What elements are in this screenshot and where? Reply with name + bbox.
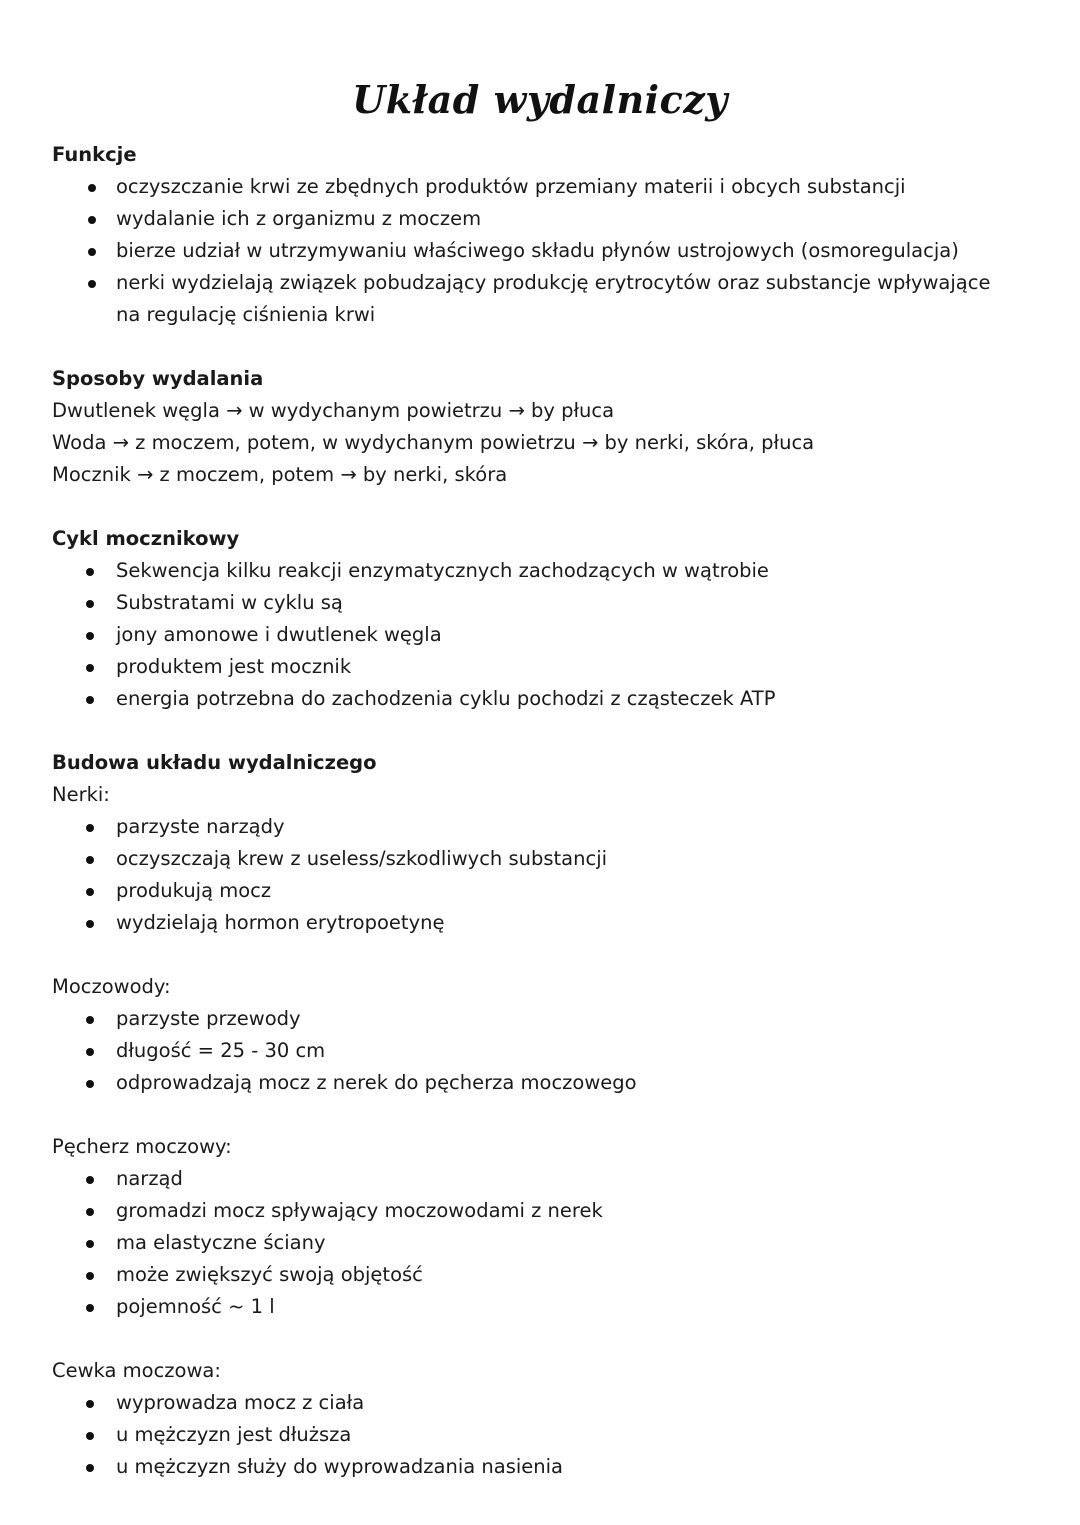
subsection-label-pecherz: Pęcherz moczowy: <box>52 1135 232 1158</box>
document-content <box>52 139 1052 1483</box>
section-heading-sposoby: Sposoby wydalania <box>52 367 264 390</box>
bullet-icon <box>88 248 96 256</box>
list-item: wyprowadza mocz z ciała <box>52 1387 1052 1419</box>
bullet-icon <box>86 1016 94 1024</box>
pecherz-list <box>52 1163 1052 1323</box>
bullet-icon <box>88 280 96 288</box>
list-item: wydalanie ich z organizmu z moczem <box>52 203 1052 235</box>
excretion-line-co2: Dwutlenek węgla → w wydychanym powietrzu → by płuca <box>52 399 615 422</box>
list-item: oczyszczanie krwi ze zbędnych produktów przemiany materii i obcych substancji <box>52 171 1052 203</box>
list-item: produkują mocz <box>52 875 1052 907</box>
bullet-icon <box>86 1272 94 1280</box>
bullet-icon <box>86 824 94 832</box>
bullet-icon <box>86 1432 94 1440</box>
list-item: oczyszczają krew z useless/szkodliwych substancji <box>52 843 1052 875</box>
excretion-line-urea: Mocznik → z moczem, potem → by nerki, skóra <box>52 463 508 486</box>
subsection-label-moczowody: Moczowody: <box>52 975 171 998</box>
list-item: może zwiększyć swoją objętość <box>52 1259 1052 1291</box>
list-item: bierze udział w utrzymywaniu właściwego składu płynów ustrojowych (osmoregulacja) <box>52 235 1052 267</box>
list-item: energia potrzebna do zachodzenia cyklu pochodzi z cząsteczek ATP <box>52 683 1052 715</box>
bullet-icon <box>86 920 94 928</box>
bullet-icon <box>88 184 96 192</box>
list-item: Sekwencja kilku reakcji enzymatycznych zachodzących w wątrobie <box>52 555 1052 587</box>
list-item: u mężczyzn jest dłuższa <box>52 1419 1052 1451</box>
cykl-list <box>52 555 1052 715</box>
bullet-icon <box>86 1080 94 1088</box>
nerki-list <box>52 811 1052 939</box>
list-item: narząd <box>52 1163 1052 1195</box>
bullet-icon <box>86 632 94 640</box>
list-item: wydzielają hormon erytropoetynę <box>52 907 1052 939</box>
bullet-icon <box>86 1208 94 1216</box>
list-item: u mężczyzn służy do wyprowadzania nasienia <box>52 1451 1052 1483</box>
bullet-icon <box>86 888 94 896</box>
list-item: pojemność ~ 1 l <box>52 1291 1052 1323</box>
list-item: produktem jest mocznik <box>52 651 1052 683</box>
moczowody-list <box>52 1003 1052 1099</box>
list-item: odprowadzają mocz z nerek do pęcherza moczowego <box>52 1067 1052 1099</box>
list-item: Substratami w cyklu są <box>52 587 1052 619</box>
bullet-icon <box>86 664 94 672</box>
bullet-icon <box>86 1048 94 1056</box>
section-heading-funkcje: Funkcje <box>52 143 137 166</box>
list-item: ma elastyczne ściany <box>52 1227 1052 1259</box>
list-item: długość = 25 - 30 cm <box>52 1035 1052 1067</box>
page-title: Układ wydalniczy <box>352 77 728 122</box>
section-heading-cykl: Cykl mocznikowy <box>52 527 240 550</box>
bullet-icon <box>86 1464 94 1472</box>
excretion-line-water: Woda → z moczem, potem, w wydychanym powietrzu → by nerki, skóra, płuca <box>52 431 815 454</box>
subsection-label-nerki: Nerki: <box>52 783 110 806</box>
section-heading-budowa: Budowa układu wydalniczego <box>52 751 377 774</box>
bullet-icon <box>86 1304 94 1312</box>
list-item: nerki wydzielają związek pobudzający produkcję erytrocytów oraz substancje wpływające na regulację ciśnienia krwi <box>52 267 996 331</box>
list-item: jony amonowe i dwutlenek węgla <box>52 619 1052 651</box>
subsection-label-cewka: Cewka moczowa: <box>52 1359 221 1382</box>
bullet-icon <box>86 1176 94 1184</box>
bullet-icon <box>86 1240 94 1248</box>
bullet-icon <box>88 216 96 224</box>
bullet-icon <box>86 568 94 576</box>
cewka-list <box>52 1387 1052 1483</box>
list-item: parzyste przewody <box>52 1003 1052 1035</box>
bullet-icon <box>86 600 94 608</box>
funkcje-list <box>52 171 1052 331</box>
list-item: gromadzi mocz spływający moczowodami z nerek <box>52 1195 1052 1227</box>
bullet-icon <box>86 856 94 864</box>
list-item: parzyste narządy <box>52 811 1052 843</box>
bullet-icon <box>86 1400 94 1408</box>
bullet-icon <box>86 696 94 704</box>
